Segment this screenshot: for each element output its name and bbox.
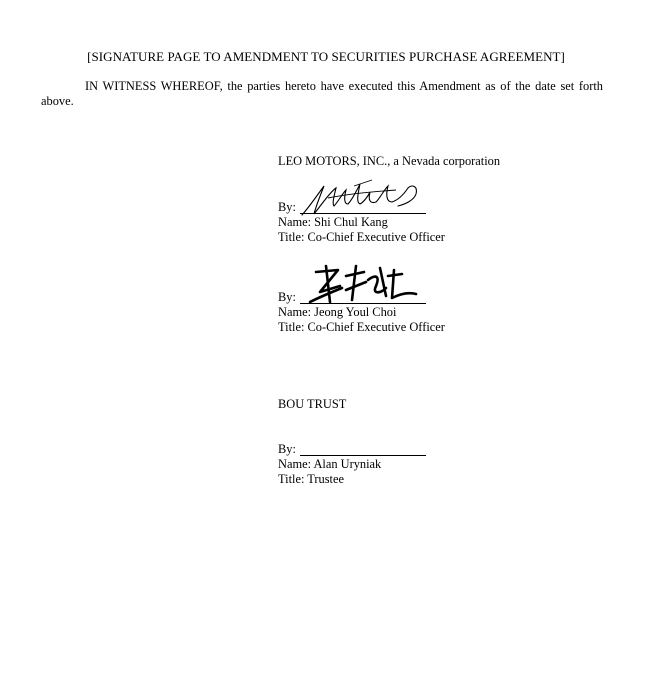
trust-block	[278, 397, 346, 412]
by-label: By:	[278, 290, 296, 304]
by-label: By:	[278, 200, 296, 214]
signatory-block-3	[278, 442, 381, 487]
company-block	[278, 154, 500, 169]
signature-row	[278, 442, 381, 457]
signatory-title: Title: Co-Chief Executive Officer	[278, 320, 445, 334]
signature-line	[300, 455, 426, 456]
signature-line	[300, 303, 426, 304]
signatory-name: Name: Jeong Youl Choi	[278, 305, 397, 319]
by-label: By:	[278, 442, 296, 456]
signatory-title: Title: Co-Chief Executive Officer	[278, 230, 445, 244]
trust-name: BOU TRUST	[278, 397, 347, 411]
signatory-block-2	[278, 290, 445, 335]
signatory-name: Name: Alan Uryniak	[278, 457, 382, 471]
signatory-block-1	[278, 200, 445, 245]
page-title: [SIGNATURE PAGE TO AMENDMENT TO SECURITIES PURCHASE AGREEMENT]	[87, 49, 565, 64]
witness-paragraph: IN WITNESS WHEREOF, the parties hereto have executed this Amendment as of the date set forth above.	[41, 79, 603, 108]
signature-row	[278, 290, 445, 305]
company-name: LEO MOTORS, INC., a Nevada corporation	[278, 154, 501, 168]
signatory-name: Name: Shi Chul Kang	[278, 215, 388, 229]
signatory-title: Title: Trustee	[278, 472, 344, 486]
signature-row	[278, 200, 445, 215]
signature-line	[300, 213, 426, 214]
